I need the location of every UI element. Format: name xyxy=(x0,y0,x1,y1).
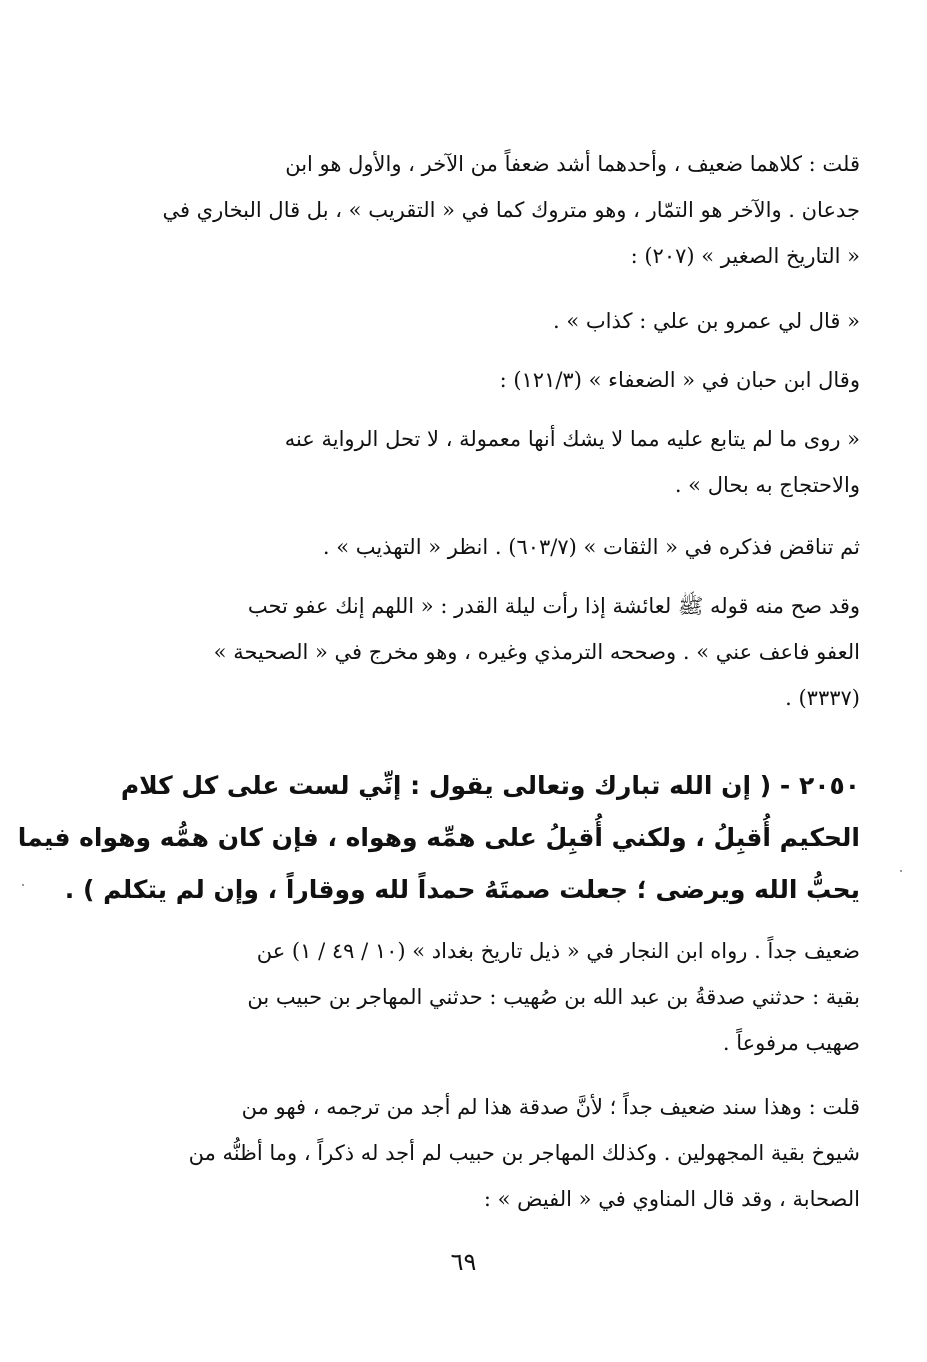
text-line: « روى ما لم يتابع عليه مما لا يشك أنها معمولة ، لا تحل الرواية عنه xyxy=(284,427,860,451)
paragraph-grading xyxy=(120,928,860,1066)
text-line: (٣٣٣٧) . xyxy=(785,686,860,710)
text-line: الحكيم أُقبِلُ ، ولكني أُقبِلُ على همِّه وهواه ، فإن كان همُّه وهواه فيما xyxy=(17,823,860,852)
paragraph-laylat-alqadr xyxy=(120,583,860,721)
text-line: والاحتجاج به بحال » . xyxy=(674,473,860,497)
paragraph-isnad-analysis xyxy=(120,1084,860,1222)
text-line: ضعيف جداً . رواه ابن النجار في « ذيل تاريخ بغداد » (١٠ / ٤٩ / ١) عن xyxy=(256,939,860,963)
page-number: ٦٩ xyxy=(450,1248,477,1276)
text-line: صهيب مرفوعاً . xyxy=(722,1031,860,1055)
paragraph-ibn-hibban xyxy=(120,357,860,403)
text-line: العفو فاعف عني » . وصححه الترمذي وغيره ، وهو مخرج في « الصحيحة » xyxy=(213,640,860,664)
text-line: وقد صح منه قوله ﷺ لعائشة إذا رأت ليلة القدر : « اللهم إنك عفو تحب xyxy=(247,594,860,618)
text-line: قلت : كلاهما ضعيف ، وأحدهما أشد ضعفاً من الآخر ، والأول هو ابن xyxy=(285,152,860,176)
text-line: « قال لي عمرو بن علي : كذاب » . xyxy=(553,309,860,333)
text-line: قلت : وهذا سند ضعيف جداً ؛ لأنَّ صدقة هذا لم أجد من ترجمه ، فهو من xyxy=(241,1095,860,1119)
text-line: « التاريخ الصغير » (٢٠٧) : xyxy=(630,244,860,268)
text-line: جدعان . والآخر هو التمّار ، وهو متروك كما في « التقريب » ، بل قال البخاري في xyxy=(162,198,860,222)
paragraph-quote-duafa xyxy=(120,416,860,508)
text-line: الصحابة ، وقد قال المناوي في « الفيض » : xyxy=(483,1187,860,1211)
text-line: ٢٠٥٠ - ( إن الله تبارك وتعالى يقول : إنِّي لست على كل كلام xyxy=(120,771,860,800)
scan-speck xyxy=(22,884,24,886)
text-line: شيوخ بقية المجهولين . وكذلك المهاجر بن حبيب لم أجد له ذكراً ، وما أظنُّه من xyxy=(188,1141,860,1165)
text-line: يحبُّ الله ويرضى ؛ جعلت صمتَهُ حمداً لله ووقاراً ، وإن لم يتكلم ) . xyxy=(64,875,860,904)
text-line: بقية : حدثني صدقةُ بن عبد الله بن صُهيب : حدثني المهاجر بن حبيب بن xyxy=(247,985,860,1009)
text-line: وقال ابن حبان في « الضعفاء » (١٢١/٣) : xyxy=(499,368,860,392)
paragraph-weakness-note xyxy=(120,141,860,279)
paragraph-quote-amr xyxy=(120,298,860,344)
text-line: ثم تناقض فذكره في « الثقات » (٦٠٣/٧) . انظر « التهذيب » . xyxy=(322,535,860,559)
paragraph-thiqat xyxy=(120,524,860,570)
scan-speck xyxy=(900,870,902,872)
hadith-2050 xyxy=(17,760,860,916)
